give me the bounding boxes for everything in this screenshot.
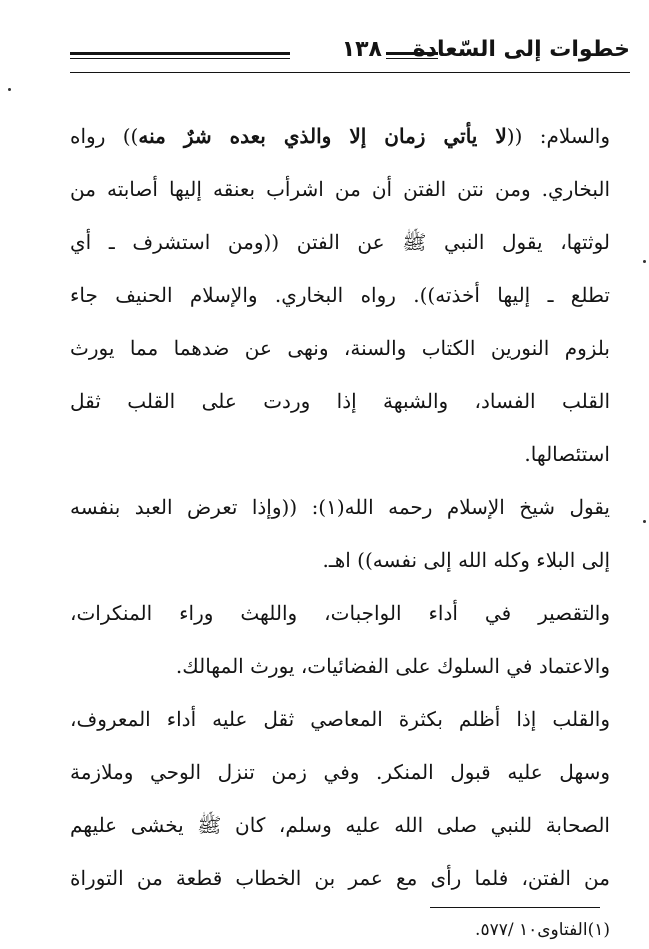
scan-speck <box>643 520 646 523</box>
text-run: والسلام: (( <box>506 124 610 148</box>
text-line: إلى البلاء وكله الله إلى نفسه)) اهـ. <box>322 548 610 572</box>
header-rule-left <box>70 52 290 59</box>
text-line: تطلع ـ إليها أخذته)). رواه البخاري. والإسلام الحنيف جاء <box>70 283 610 307</box>
text-line: يقول شيخ الإسلام رحمه الله(١): ((وإذا تعرض العبد بنفسه <box>70 495 610 519</box>
header-divider <box>70 72 630 73</box>
text-line <box>70 110 610 163</box>
scan-speck <box>8 88 11 91</box>
text-line: والتقصير في أداء الواجبات، واللهث وراء المنكرات، <box>70 601 610 625</box>
running-title: خطوات إلى السّعادة <box>412 37 630 62</box>
hadith-quote: لا يأتي زمان إلا والذي بعده شرٌ منه <box>138 124 507 148</box>
text-line: بلزوم النورين الكتاب والسنة، ونهى عن ضدهما مما يورث <box>70 336 610 360</box>
body-text <box>70 110 610 905</box>
page-header <box>70 30 630 74</box>
text-line: والاعتماد في السلوك على الفضائيات، يورث المهالك. <box>175 654 610 678</box>
text-run: )) رواه <box>70 124 139 148</box>
scan-speck <box>643 260 646 263</box>
text-line: الصحابة للنبي صلى الله عليه وسلم، كان ﷺ يخشى عليهم <box>70 813 610 837</box>
text-line: والقلب إذا أظلم بكثرة المعاصي ثقل عليه أداء المعروف، <box>70 707 610 731</box>
header-rule-right <box>386 52 438 59</box>
text-line: لوثتها، يقول النبي ﷺ عن الفتن ((ومن استشرف ـ أي <box>70 230 610 254</box>
text-line: وسهل عليه قبول المنكر. وفي زمن تنزل الوحي وملازمة <box>70 760 610 784</box>
footnote: (١)الفتاوى١٠ /٥٧٧. <box>475 920 610 940</box>
text-line: القلب الفساد، والشبهة إذا وردت على القلب ثقل <box>70 389 610 413</box>
footnote-divider <box>430 907 600 908</box>
text-line: من الفتن، فلما رأى مع عمر بن الخطاب قطعة من التوراة <box>70 866 610 890</box>
text-line: استئصالها. <box>524 442 610 466</box>
page-number: ١٣٨ <box>341 37 382 62</box>
text-line: البخاري. ومن نتن الفتن أن من اشرأب بعنقه إليها أصابته من <box>70 177 610 201</box>
